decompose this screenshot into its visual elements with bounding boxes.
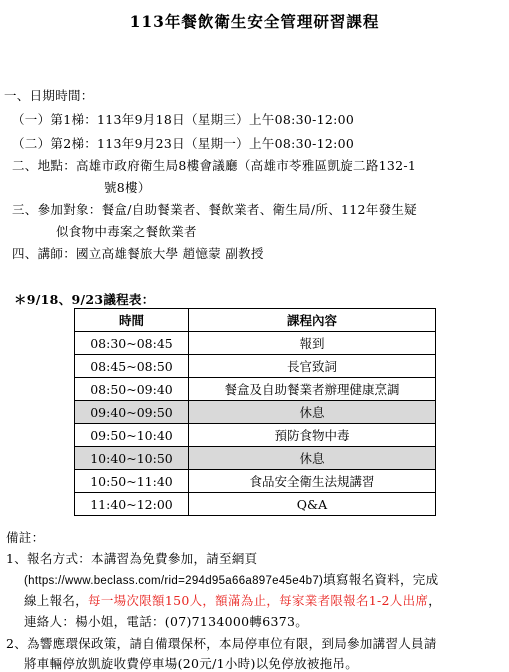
page-title: 113年餐飲衛生安全管理研習課程 bbox=[129, 12, 380, 31]
agenda-row bbox=[75, 355, 436, 378]
agenda-content: 報到 bbox=[189, 332, 436, 355]
agenda-content: 休息 bbox=[189, 447, 436, 470]
agenda-time: 10:50~11:40 bbox=[75, 470, 189, 493]
agenda-time: 08:50~09:40 bbox=[75, 378, 189, 401]
participants-line-1: 三、參加對象：餐盒/自助餐業者、餐飲業者、衛生局/所、112年發生疑 bbox=[12, 202, 417, 217]
registration-url: (https://www.beclass.com/rid=294d95a66a897e45e4b7) bbox=[24, 575, 324, 587]
note-1-line-2 bbox=[24, 570, 438, 588]
column-header-content: 課程內容 bbox=[189, 309, 436, 332]
agenda-time: 08:30~08:45 bbox=[75, 332, 189, 355]
date-heading: 一、日期時間： bbox=[4, 88, 94, 103]
agenda-content: 休息 bbox=[189, 401, 436, 424]
speaker: 四、講師：國立高雄餐旅大學 趙憶蒙 副教授 bbox=[12, 246, 264, 261]
note-2-line-1: 2、為響應環保政策，請自備環保杯，本局停車位有限，到局參加講習人員請 bbox=[6, 636, 437, 651]
agenda-row bbox=[75, 493, 436, 516]
agenda-heading: ＊9/18、9/23議程表： bbox=[14, 292, 155, 307]
agenda-row bbox=[75, 401, 436, 424]
note-2-line-2: 將車輛停放凱旋收費停車場(20元/1小時)以免停放被拖吊。 bbox=[24, 656, 359, 671]
quota-warning: 每一場次限額150人，額滿為止，每家業者限報名1-2人出席 bbox=[88, 593, 429, 608]
agenda-content: 預防食物中毒 bbox=[189, 424, 436, 447]
agenda-time: 09:50~10:40 bbox=[75, 424, 189, 447]
agenda-content: 食品安全衛生法規講習 bbox=[189, 470, 436, 493]
participants-line-2: 似食物中毒案之餐飲業者 bbox=[56, 224, 197, 239]
agenda-row bbox=[75, 378, 436, 401]
agenda-time: 08:45~08:50 bbox=[75, 355, 189, 378]
agenda-row bbox=[75, 470, 436, 493]
location-line-2: 號8樓） bbox=[104, 180, 151, 195]
note-1-contact: 連絡人：楊小姐，電話：(07)7134000轉6373。 bbox=[24, 614, 309, 629]
location-line-1: 二、地點：高雄市政府衛生局8樓會議廳（高雄市苓雅區凱旋二路132-1 bbox=[12, 158, 417, 173]
agenda-time: 09:40~09:50 bbox=[75, 401, 189, 424]
agenda-time: 11:40~12:00 bbox=[75, 493, 189, 516]
agenda-table bbox=[74, 308, 436, 516]
note-1-line-3-suffix: ， bbox=[428, 593, 442, 608]
date-session-2: （二）第2梯：113年9月23日（星期一）上午08:30-12:00 bbox=[12, 136, 355, 151]
agenda-row bbox=[75, 447, 436, 470]
note-1-line-2-suffix: 填寫報名資料，完成 bbox=[323, 572, 439, 587]
note-1-line-3 bbox=[24, 591, 441, 609]
note-1-line-3-prefix: 線上報名， bbox=[24, 593, 89, 608]
agenda-header-row bbox=[75, 309, 436, 332]
notes-heading: 備註： bbox=[6, 530, 45, 545]
agenda-row bbox=[75, 332, 436, 355]
date-session-1: （一）第1梯：113年9月18日（星期三）上午08:30-12:00 bbox=[12, 112, 355, 127]
agenda-row bbox=[75, 424, 436, 447]
agenda-content: 餐盒及自助餐業者辦理健康烹調 bbox=[189, 378, 436, 401]
agenda-content: 長官致詞 bbox=[189, 355, 436, 378]
agenda-time: 10:40~10:50 bbox=[75, 447, 189, 470]
note-1-line-1: 1、報名方式：本講習為免費參加，請至網頁 bbox=[6, 551, 258, 566]
column-header-time: 時間 bbox=[75, 309, 189, 332]
agenda-content: Q&A bbox=[189, 493, 436, 516]
